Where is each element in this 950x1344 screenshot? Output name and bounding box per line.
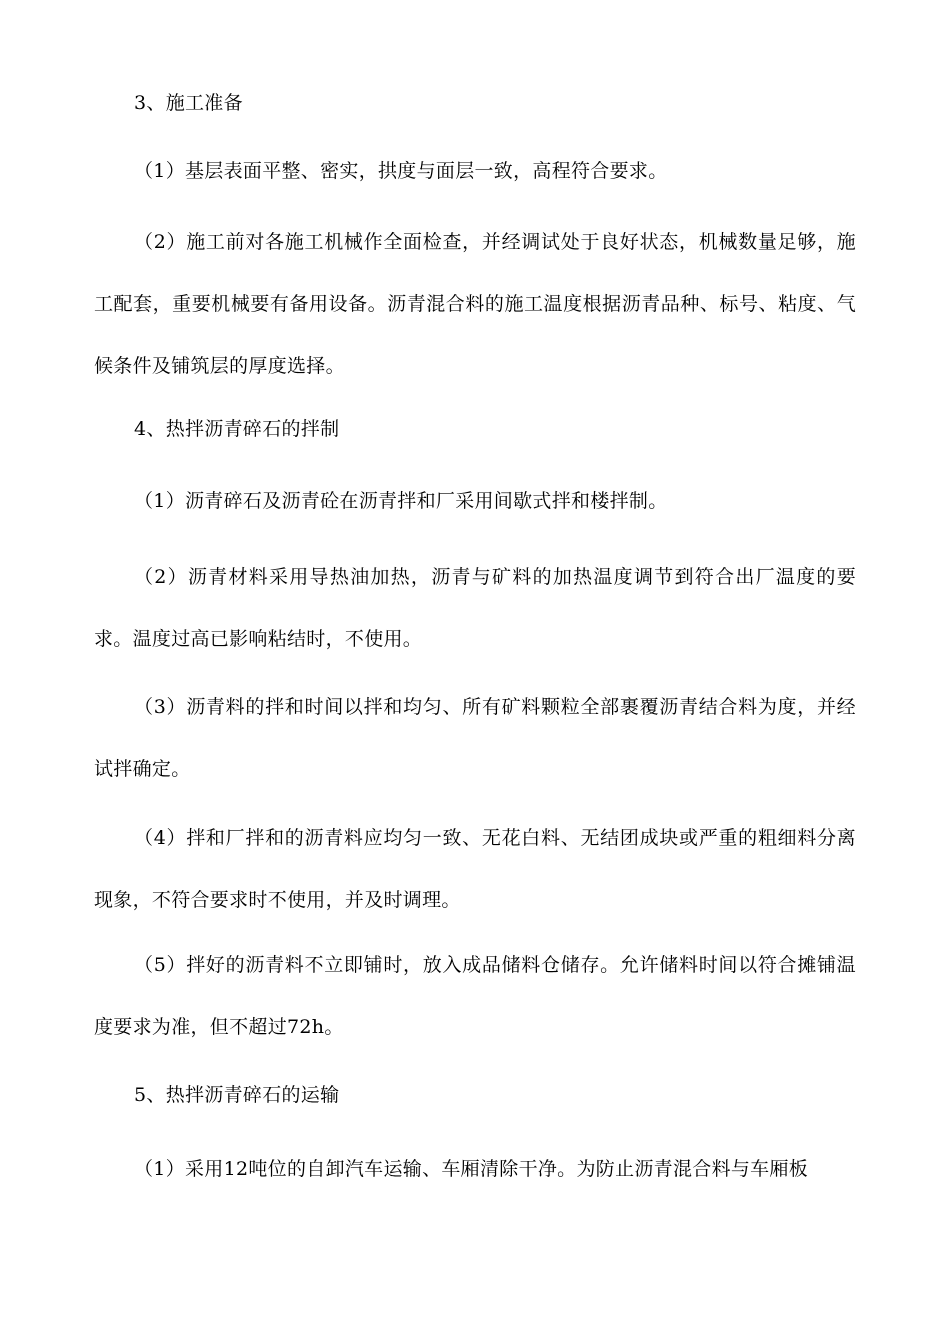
paragraph-3-2: （2）施工前对各施工机械作全面检查，并经调试处于良好状态，机械数量足够，施工配套，重要机械要有备用设备。沥青混合料的施工温度根据沥青品种、标号、粘度、气候条件及铺筑层的厚度选择。	[94, 231, 856, 377]
section-heading-3: 3、施工准备	[134, 92, 243, 114]
paragraph-4-2: （2）沥青材料采用导热油加热，沥青与矿料的加热温度调节到符合出厂温度的要求。温度过高已影响粘结时，不使用。	[94, 566, 856, 650]
paragraph-4-1: （1）沥青碎石及沥青砼在沥青拌和厂采用间歇式拌和楼拌制。	[134, 490, 668, 512]
paragraph-4-3: （3）沥青料的拌和时间以拌和均匀、所有矿料颗粒全部裹覆沥青结合料为度，并经试拌确定。	[94, 696, 856, 780]
paragraph-4-5: （5）拌好的沥青料不立即铺时，放入成品储料仓储存。允许储料时间以符合摊铺温度要求为准，但不超过72h。	[94, 954, 856, 1038]
paragraph-5-1: （1）采用12吨位的自卸汽车运输、车厢清除干净。为防止沥青混合料与车厢板	[134, 1158, 809, 1180]
section-heading-5: 5、热拌沥青碎石的运输	[134, 1084, 340, 1106]
section-heading-4: 4、热拌沥青碎石的拌制	[134, 418, 340, 440]
paragraph-3-1: （1）基层表面平整、密实，拱度与面层一致，高程符合要求。	[134, 160, 668, 182]
paragraph-4-4: （4）拌和厂拌和的沥青料应均匀一致、无花白料、无结团成块或严重的粗细料分离现象，不符合要求时不使用，并及时调理。	[94, 827, 856, 911]
